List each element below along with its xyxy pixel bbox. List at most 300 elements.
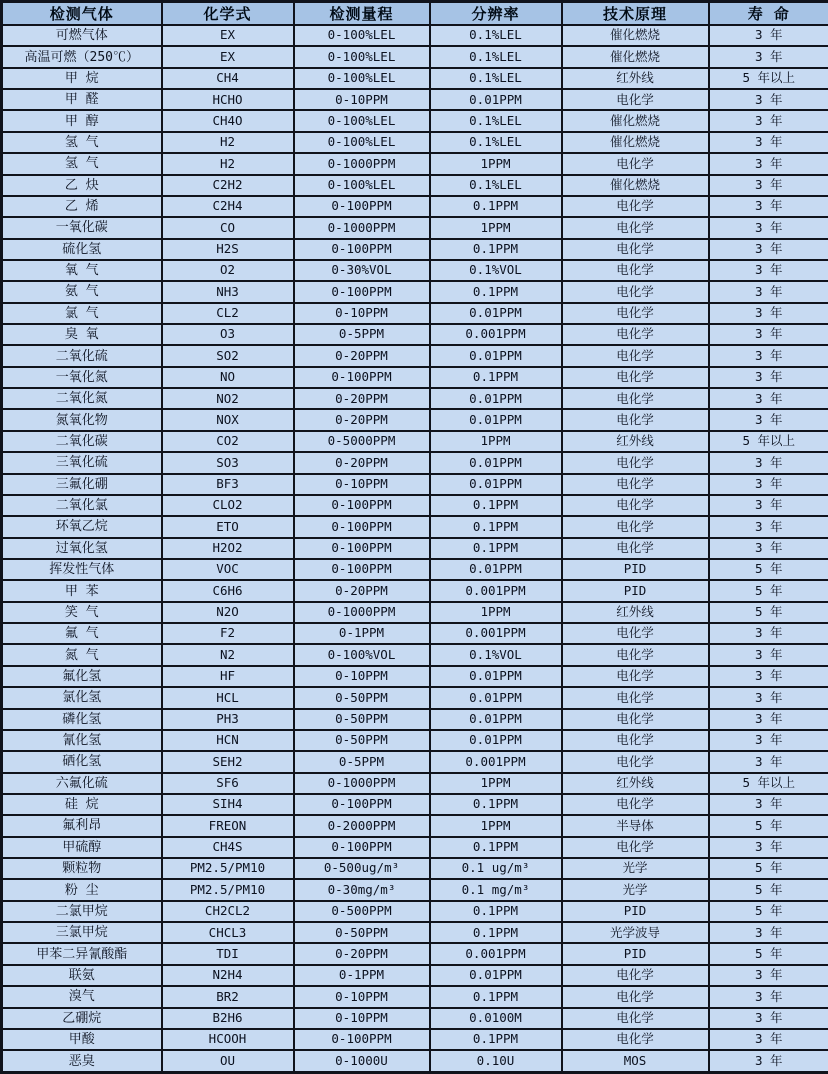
cell-range: 0-100PPM <box>294 794 430 815</box>
cell-range: 0-1000U <box>294 1050 430 1072</box>
cell-lifespan: 5 年以上 <box>709 773 828 794</box>
table-row <box>2 474 828 495</box>
cell-lifespan: 3 年 <box>709 239 828 260</box>
cell-formula: PM2.5/PM10 <box>162 858 294 879</box>
cell-formula: CO <box>162 217 294 238</box>
cell-principle: 电化学 <box>562 644 709 665</box>
table-row <box>2 709 828 730</box>
cell-gas: 氰化氢 <box>2 730 162 751</box>
cell-resolution: 0.01PPM <box>430 345 562 366</box>
column-header-range: 检测量程 <box>294 2 430 26</box>
table-row <box>2 879 828 900</box>
cell-formula: NO2 <box>162 388 294 409</box>
cell-gas: 硅 烷 <box>2 794 162 815</box>
cell-formula: C6H6 <box>162 580 294 601</box>
table-row <box>2 239 828 260</box>
cell-principle: 光学波导 <box>562 922 709 943</box>
cell-formula: EX <box>162 25 294 46</box>
table-row <box>2 388 828 409</box>
cell-principle: PID <box>562 901 709 922</box>
cell-principle: 电化学 <box>562 965 709 986</box>
cell-formula: NH3 <box>162 281 294 302</box>
cell-lifespan: 3 年 <box>709 46 828 67</box>
cell-lifespan: 3 年 <box>709 132 828 153</box>
table-row <box>2 1050 828 1072</box>
cell-gas: 过氧化氢 <box>2 538 162 559</box>
cell-principle: 电化学 <box>562 281 709 302</box>
cell-range: 0-10PPM <box>294 666 430 687</box>
cell-resolution: 0.01PPM <box>430 452 562 473</box>
cell-principle: 电化学 <box>562 495 709 516</box>
cell-lifespan: 3 年 <box>709 709 828 730</box>
cell-resolution: 0.01PPM <box>430 666 562 687</box>
cell-resolution: 0.1PPM <box>430 922 562 943</box>
table-row <box>2 1008 828 1029</box>
table-row <box>2 452 828 473</box>
cell-range: 0-500PPM <box>294 901 430 922</box>
cell-gas: 高温可燃（250℃） <box>2 46 162 67</box>
cell-formula: H2 <box>162 153 294 174</box>
cell-formula: H2O2 <box>162 538 294 559</box>
cell-formula: O2 <box>162 260 294 281</box>
cell-resolution: 0.1PPM <box>430 281 562 302</box>
cell-range: 0-100PPM <box>294 516 430 537</box>
cell-principle: 电化学 <box>562 239 709 260</box>
cell-resolution: 0.01PPM <box>430 409 562 430</box>
cell-lifespan: 5 年 <box>709 580 828 601</box>
cell-lifespan: 3 年 <box>709 474 828 495</box>
cell-gas: 臭 氧 <box>2 324 162 345</box>
cell-lifespan: 3 年 <box>709 1008 828 1029</box>
table-header <box>2 2 828 26</box>
cell-resolution: 0.001PPM <box>430 943 562 964</box>
cell-range: 0-2000PPM <box>294 815 430 836</box>
cell-range: 0-100PPM <box>294 367 430 388</box>
cell-gas: 氯 气 <box>2 303 162 324</box>
cell-range: 0-100PPM <box>294 837 430 858</box>
table-row <box>2 153 828 174</box>
cell-formula: CH4 <box>162 68 294 89</box>
cell-lifespan: 3 年 <box>709 303 828 324</box>
cell-gas: 二氯甲烷 <box>2 901 162 922</box>
cell-resolution: 0.001PPM <box>430 751 562 772</box>
cell-gas: 甲 醛 <box>2 89 162 110</box>
cell-formula: CHCL3 <box>162 922 294 943</box>
table-row <box>2 89 828 110</box>
cell-lifespan: 3 年 <box>709 367 828 388</box>
cell-principle: 电化学 <box>562 367 709 388</box>
cell-formula: N2H4 <box>162 965 294 986</box>
cell-resolution: 0.001PPM <box>430 623 562 644</box>
cell-principle: 催化燃烧 <box>562 25 709 46</box>
cell-lifespan: 3 年 <box>709 324 828 345</box>
cell-gas: 甲酸 <box>2 1029 162 1050</box>
cell-formula: OU <box>162 1050 294 1072</box>
cell-principle: 电化学 <box>562 260 709 281</box>
cell-lifespan: 3 年 <box>709 1029 828 1050</box>
cell-principle: 电化学 <box>562 217 709 238</box>
cell-resolution: 0.01PPM <box>430 474 562 495</box>
cell-formula: H2 <box>162 132 294 153</box>
cell-resolution: 0.0100M <box>430 1008 562 1029</box>
cell-lifespan: 3 年 <box>709 623 828 644</box>
cell-range: 0-100PPM <box>294 281 430 302</box>
cell-range: 0-100%LEL <box>294 25 430 46</box>
cell-lifespan: 3 年 <box>709 409 828 430</box>
cell-range: 0-100%LEL <box>294 110 430 131</box>
cell-range: 0-5PPM <box>294 751 430 772</box>
cell-resolution: 1PPM <box>430 431 562 452</box>
cell-lifespan: 3 年 <box>709 110 828 131</box>
cell-gas: 甲硫醇 <box>2 837 162 858</box>
cell-range: 0-100PPM <box>294 1029 430 1050</box>
cell-formula: SF6 <box>162 773 294 794</box>
cell-gas: 联氨 <box>2 965 162 986</box>
cell-formula: CLO2 <box>162 495 294 516</box>
table-row <box>2 644 828 665</box>
cell-principle: 电化学 <box>562 1029 709 1050</box>
cell-lifespan: 5 年 <box>709 815 828 836</box>
header-row <box>2 2 828 26</box>
column-header-gas: 检测气体 <box>2 2 162 26</box>
cell-range: 0-100PPM <box>294 239 430 260</box>
table-row <box>2 175 828 196</box>
cell-range: 0-500ug/m³ <box>294 858 430 879</box>
cell-resolution: 0.01PPM <box>430 559 562 580</box>
cell-range: 0-5PPM <box>294 324 430 345</box>
cell-principle: 催化燃烧 <box>562 175 709 196</box>
cell-resolution: 0.01PPM <box>430 89 562 110</box>
cell-range: 0-1PPM <box>294 623 430 644</box>
cell-lifespan: 3 年 <box>709 986 828 1007</box>
cell-gas: 氟化氢 <box>2 666 162 687</box>
table-row <box>2 324 828 345</box>
cell-gas: 可燃气体 <box>2 25 162 46</box>
cell-resolution: 0.01PPM <box>430 730 562 751</box>
cell-gas: 氯化氢 <box>2 687 162 708</box>
cell-lifespan: 3 年 <box>709 260 828 281</box>
cell-gas: 氨 气 <box>2 281 162 302</box>
cell-gas: 乙 烯 <box>2 196 162 217</box>
cell-gas: 粉 尘 <box>2 879 162 900</box>
cell-resolution: 0.1%VOL <box>430 644 562 665</box>
cell-gas: 二氧化氮 <box>2 388 162 409</box>
cell-formula: SEH2 <box>162 751 294 772</box>
cell-resolution: 1PPM <box>430 217 562 238</box>
cell-principle: 电化学 <box>562 709 709 730</box>
cell-gas: 磷化氢 <box>2 709 162 730</box>
cell-resolution: 0.1PPM <box>430 367 562 388</box>
cell-formula: NO <box>162 367 294 388</box>
cell-formula: HCHO <box>162 89 294 110</box>
cell-range: 0-10PPM <box>294 986 430 1007</box>
cell-resolution: 0.1PPM <box>430 901 562 922</box>
cell-principle: 电化学 <box>562 409 709 430</box>
cell-resolution: 0.01PPM <box>430 965 562 986</box>
cell-range: 0-100%LEL <box>294 175 430 196</box>
cell-range: 0-20PPM <box>294 452 430 473</box>
cell-range: 0-20PPM <box>294 388 430 409</box>
table-row <box>2 751 828 772</box>
cell-range: 0-100%LEL <box>294 68 430 89</box>
table-row <box>2 367 828 388</box>
cell-resolution: 0.01PPM <box>430 388 562 409</box>
cell-lifespan: 3 年 <box>709 281 828 302</box>
cell-range: 0-100PPM <box>294 196 430 217</box>
cell-gas: 六氟化硫 <box>2 773 162 794</box>
cell-gas: 氢 气 <box>2 153 162 174</box>
cell-range: 0-50PPM <box>294 687 430 708</box>
cell-range: 0-20PPM <box>294 580 430 601</box>
cell-resolution: 0.1PPM <box>430 516 562 537</box>
cell-resolution: 0.1PPM <box>430 986 562 1007</box>
column-header-principle: 技术原理 <box>562 2 709 26</box>
cell-formula: EX <box>162 46 294 67</box>
cell-formula: BR2 <box>162 986 294 1007</box>
cell-formula: TDI <box>162 943 294 964</box>
table-row <box>2 922 828 943</box>
cell-principle: 电化学 <box>562 89 709 110</box>
cell-range: 0-1000PPM <box>294 773 430 794</box>
table-row <box>2 538 828 559</box>
table-row <box>2 580 828 601</box>
cell-lifespan: 3 年 <box>709 495 828 516</box>
table-row <box>2 623 828 644</box>
cell-formula: SO3 <box>162 452 294 473</box>
table-body <box>2 25 828 1073</box>
cell-lifespan: 3 年 <box>709 25 828 46</box>
column-header-lifespan: 寿 命 <box>709 2 828 26</box>
cell-lifespan: 5 年 <box>709 559 828 580</box>
cell-formula: C2H2 <box>162 175 294 196</box>
cell-resolution: 0.1 ug/m³ <box>430 858 562 879</box>
cell-resolution: 0.001PPM <box>430 324 562 345</box>
cell-resolution: 0.1PPM <box>430 794 562 815</box>
cell-range: 0-50PPM <box>294 922 430 943</box>
cell-lifespan: 5 年 <box>709 602 828 623</box>
cell-range: 0-100%LEL <box>294 46 430 67</box>
cell-gas: 溴气 <box>2 986 162 1007</box>
cell-lifespan: 3 年 <box>709 196 828 217</box>
cell-resolution: 0.1%LEL <box>430 25 562 46</box>
cell-lifespan: 3 年 <box>709 965 828 986</box>
cell-range: 0-10PPM <box>294 474 430 495</box>
cell-formula: C2H4 <box>162 196 294 217</box>
cell-principle: 电化学 <box>562 986 709 1007</box>
cell-resolution: 0.1PPM <box>430 1029 562 1050</box>
cell-lifespan: 3 年 <box>709 153 828 174</box>
cell-lifespan: 5 年以上 <box>709 431 828 452</box>
cell-lifespan: 3 年 <box>709 516 828 537</box>
cell-formula: PH3 <box>162 709 294 730</box>
table-row <box>2 132 828 153</box>
cell-principle: 电化学 <box>562 1008 709 1029</box>
cell-principle: 电化学 <box>562 623 709 644</box>
cell-range: 0-100%LEL <box>294 132 430 153</box>
cell-gas: 挥发性气体 <box>2 559 162 580</box>
cell-formula: B2H6 <box>162 1008 294 1029</box>
cell-lifespan: 3 年 <box>709 1050 828 1072</box>
cell-principle: 电化学 <box>562 388 709 409</box>
cell-resolution: 0.10U <box>430 1050 562 1072</box>
cell-range: 0-50PPM <box>294 709 430 730</box>
cell-gas: 甲 烷 <box>2 68 162 89</box>
table-row <box>2 303 828 324</box>
cell-gas: 甲 苯 <box>2 580 162 601</box>
cell-lifespan: 5 年 <box>709 879 828 900</box>
cell-lifespan: 3 年 <box>709 837 828 858</box>
cell-gas: 颗粒物 <box>2 858 162 879</box>
table-row <box>2 345 828 366</box>
cell-resolution: 0.001PPM <box>430 580 562 601</box>
column-header-formula: 化学式 <box>162 2 294 26</box>
cell-gas: 氟 气 <box>2 623 162 644</box>
cell-formula: HCL <box>162 687 294 708</box>
cell-principle: 光学 <box>562 858 709 879</box>
table-row <box>2 815 828 836</box>
cell-resolution: 1PPM <box>430 153 562 174</box>
cell-resolution: 1PPM <box>430 773 562 794</box>
cell-gas: 三氯甲烷 <box>2 922 162 943</box>
cell-principle: PID <box>562 580 709 601</box>
cell-range: 0-20PPM <box>294 345 430 366</box>
table-row <box>2 901 828 922</box>
cell-formula: CH4O <box>162 110 294 131</box>
table-row <box>2 837 828 858</box>
cell-lifespan: 5 年以上 <box>709 68 828 89</box>
cell-lifespan: 3 年 <box>709 751 828 772</box>
cell-range: 0-100PPM <box>294 538 430 559</box>
cell-lifespan: 3 年 <box>709 217 828 238</box>
cell-principle: 电化学 <box>562 196 709 217</box>
cell-range: 0-1PPM <box>294 965 430 986</box>
cell-lifespan: 5 年 <box>709 858 828 879</box>
cell-formula: SO2 <box>162 345 294 366</box>
cell-formula: F2 <box>162 623 294 644</box>
table-row <box>2 794 828 815</box>
cell-principle: 电化学 <box>562 324 709 345</box>
cell-resolution: 0.1PPM <box>430 196 562 217</box>
cell-formula: FREON <box>162 815 294 836</box>
table-row <box>2 46 828 67</box>
cell-range: 0-30%VOL <box>294 260 430 281</box>
cell-principle: 电化学 <box>562 730 709 751</box>
cell-formula: VOC <box>162 559 294 580</box>
table-row <box>2 217 828 238</box>
cell-principle: 催化燃烧 <box>562 46 709 67</box>
cell-resolution: 0.1PPM <box>430 837 562 858</box>
cell-principle: 红外线 <box>562 68 709 89</box>
cell-range: 0-20PPM <box>294 409 430 430</box>
table-row <box>2 965 828 986</box>
cell-lifespan: 3 年 <box>709 175 828 196</box>
cell-principle: 电化学 <box>562 153 709 174</box>
cell-formula: SIH4 <box>162 794 294 815</box>
cell-gas: 乙硼烷 <box>2 1008 162 1029</box>
cell-formula: CO2 <box>162 431 294 452</box>
cell-gas: 三氧化硫 <box>2 452 162 473</box>
cell-principle: 电化学 <box>562 751 709 772</box>
cell-principle: PID <box>562 559 709 580</box>
cell-range: 0-20PPM <box>294 943 430 964</box>
column-header-resolution: 分辨率 <box>430 2 562 26</box>
cell-resolution: 0.1PPM <box>430 538 562 559</box>
table-row <box>2 196 828 217</box>
cell-lifespan: 3 年 <box>709 538 828 559</box>
table-row <box>2 260 828 281</box>
table-row <box>2 730 828 751</box>
cell-formula: N2O <box>162 602 294 623</box>
cell-formula: O3 <box>162 324 294 345</box>
cell-principle: PID <box>562 943 709 964</box>
cell-range: 0-100%VOL <box>294 644 430 665</box>
cell-formula: HF <box>162 666 294 687</box>
cell-principle: 红外线 <box>562 431 709 452</box>
cell-resolution: 0.1%LEL <box>430 175 562 196</box>
cell-range: 0-10PPM <box>294 303 430 324</box>
cell-principle: 电化学 <box>562 837 709 858</box>
cell-gas: 硒化氢 <box>2 751 162 772</box>
cell-range: 0-30mg/m³ <box>294 879 430 900</box>
cell-resolution: 0.1%LEL <box>430 110 562 131</box>
cell-principle: 电化学 <box>562 345 709 366</box>
cell-range: 0-50PPM <box>294 730 430 751</box>
cell-lifespan: 3 年 <box>709 452 828 473</box>
cell-gas: 氮 气 <box>2 644 162 665</box>
cell-lifespan: 5 年 <box>709 901 828 922</box>
cell-resolution: 0.1%LEL <box>430 68 562 89</box>
cell-lifespan: 5 年 <box>709 943 828 964</box>
table-row <box>2 110 828 131</box>
cell-range: 0-1000PPM <box>294 153 430 174</box>
cell-principle: 催化燃烧 <box>562 110 709 131</box>
cell-principle: 电化学 <box>562 516 709 537</box>
table-row <box>2 773 828 794</box>
cell-gas: 二氧化碳 <box>2 431 162 452</box>
cell-range: 0-5000PPM <box>294 431 430 452</box>
cell-gas: 氟利昂 <box>2 815 162 836</box>
cell-gas: 三氟化硼 <box>2 474 162 495</box>
cell-principle: 催化燃烧 <box>562 132 709 153</box>
cell-resolution: 1PPM <box>430 602 562 623</box>
cell-principle: 电化学 <box>562 474 709 495</box>
cell-resolution: 1PPM <box>430 815 562 836</box>
cell-gas: 氧 气 <box>2 260 162 281</box>
cell-formula: CH2CL2 <box>162 901 294 922</box>
table-row <box>2 281 828 302</box>
cell-gas: 一氧化碳 <box>2 217 162 238</box>
table-row <box>2 858 828 879</box>
table-row <box>2 1029 828 1050</box>
cell-lifespan: 3 年 <box>709 345 828 366</box>
cell-principle: 光学 <box>562 879 709 900</box>
cell-gas: 甲苯二异氰酸酯 <box>2 943 162 964</box>
cell-formula: CH4S <box>162 837 294 858</box>
cell-lifespan: 3 年 <box>709 89 828 110</box>
cell-range: 0-1000PPM <box>294 217 430 238</box>
table-row <box>2 68 828 89</box>
table-row <box>2 666 828 687</box>
cell-formula: ETO <box>162 516 294 537</box>
cell-lifespan: 3 年 <box>709 794 828 815</box>
cell-resolution: 0.01PPM <box>430 709 562 730</box>
cell-resolution: 0.1PPM <box>430 495 562 516</box>
cell-resolution: 0.1%LEL <box>430 46 562 67</box>
cell-formula: H2S <box>162 239 294 260</box>
table-row <box>2 409 828 430</box>
cell-gas: 甲 醇 <box>2 110 162 131</box>
cell-lifespan: 3 年 <box>709 687 828 708</box>
